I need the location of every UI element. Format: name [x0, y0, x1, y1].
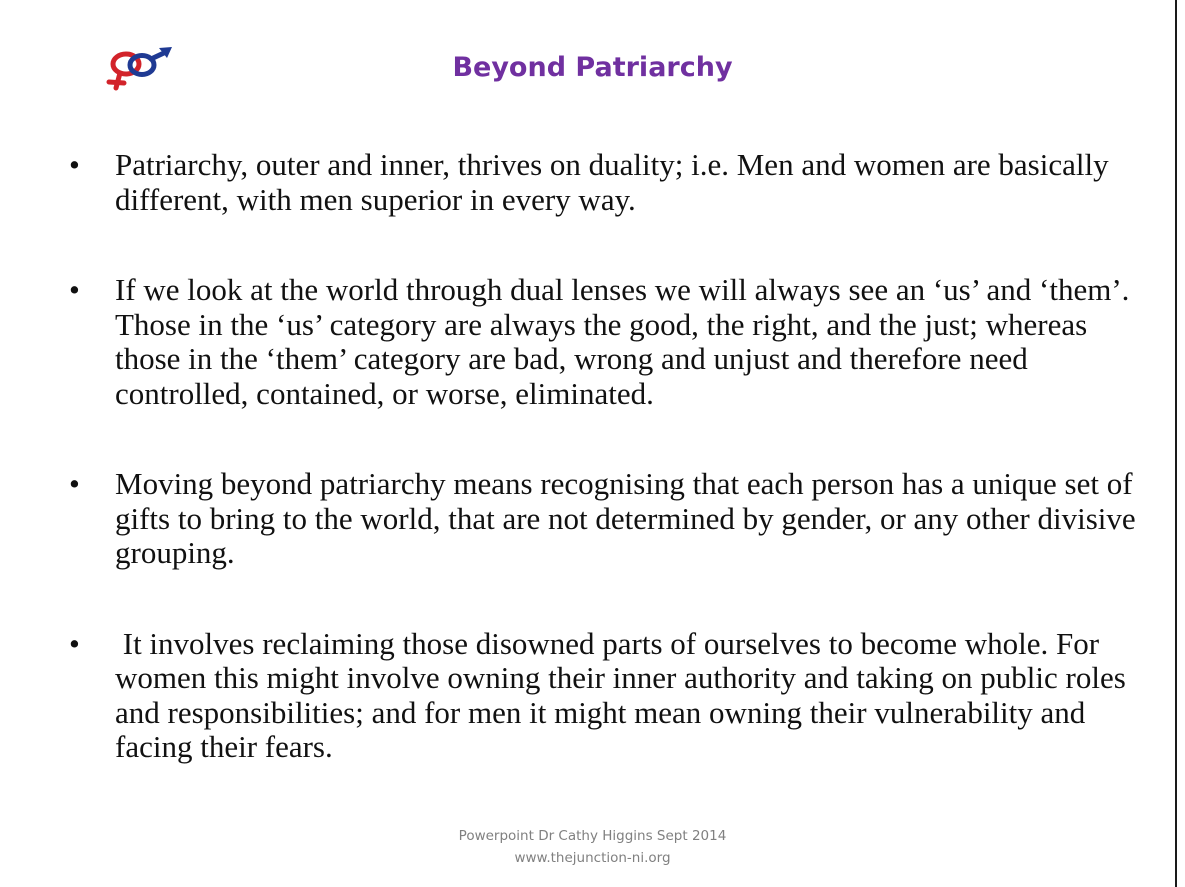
bullet-marker: •	[69, 466, 80, 501]
bullet-marker: •	[69, 625, 80, 661]
footer-website: www.thejunction-ni.org	[514, 850, 671, 866]
bullet-text: Moving beyond patriarchy means recognising that each person has a unique set of gifts to bring to the world, that are not determined by gender, or any other divisive grouping.	[115, 466, 1136, 570]
bullet-item	[60, 148, 1140, 217]
bullet-marker: •	[69, 147, 80, 182]
bullet-text: Patriarchy, outer and inner, thrives on duality; i.e. Men and women are basically different, with men superior in every way.	[115, 147, 1109, 217]
slide-title: Beyond Patriarchy	[452, 52, 733, 83]
bullet-marker: •	[69, 272, 80, 307]
slide-footer	[0, 825, 1185, 869]
footer-credit: Powerpoint Dr Cathy Higgins Sept 2014	[458, 828, 727, 844]
bullet-item	[60, 467, 1140, 571]
bullet-item	[60, 627, 1140, 765]
bullet-list	[60, 148, 1140, 821]
bullet-text: It involves reclaiming those disowned parts of ourselves to become whole. For women this might involve owning their inner authority and taking on public roles and responsibilities; and for men it might mean owning their vulnerability and facing their fears.	[115, 625, 1134, 764]
bullet-text: If we look at the world through dual lenses we will always see an ‘us’ and ‘them’. Those in the ‘us’ category are always the good, the right, and the just; whereas those in the ‘them’ category are bad, wrong and unjust and therefore need controlled, contained, or worse, eliminated.	[115, 272, 1130, 411]
bullet-item	[60, 273, 1140, 411]
